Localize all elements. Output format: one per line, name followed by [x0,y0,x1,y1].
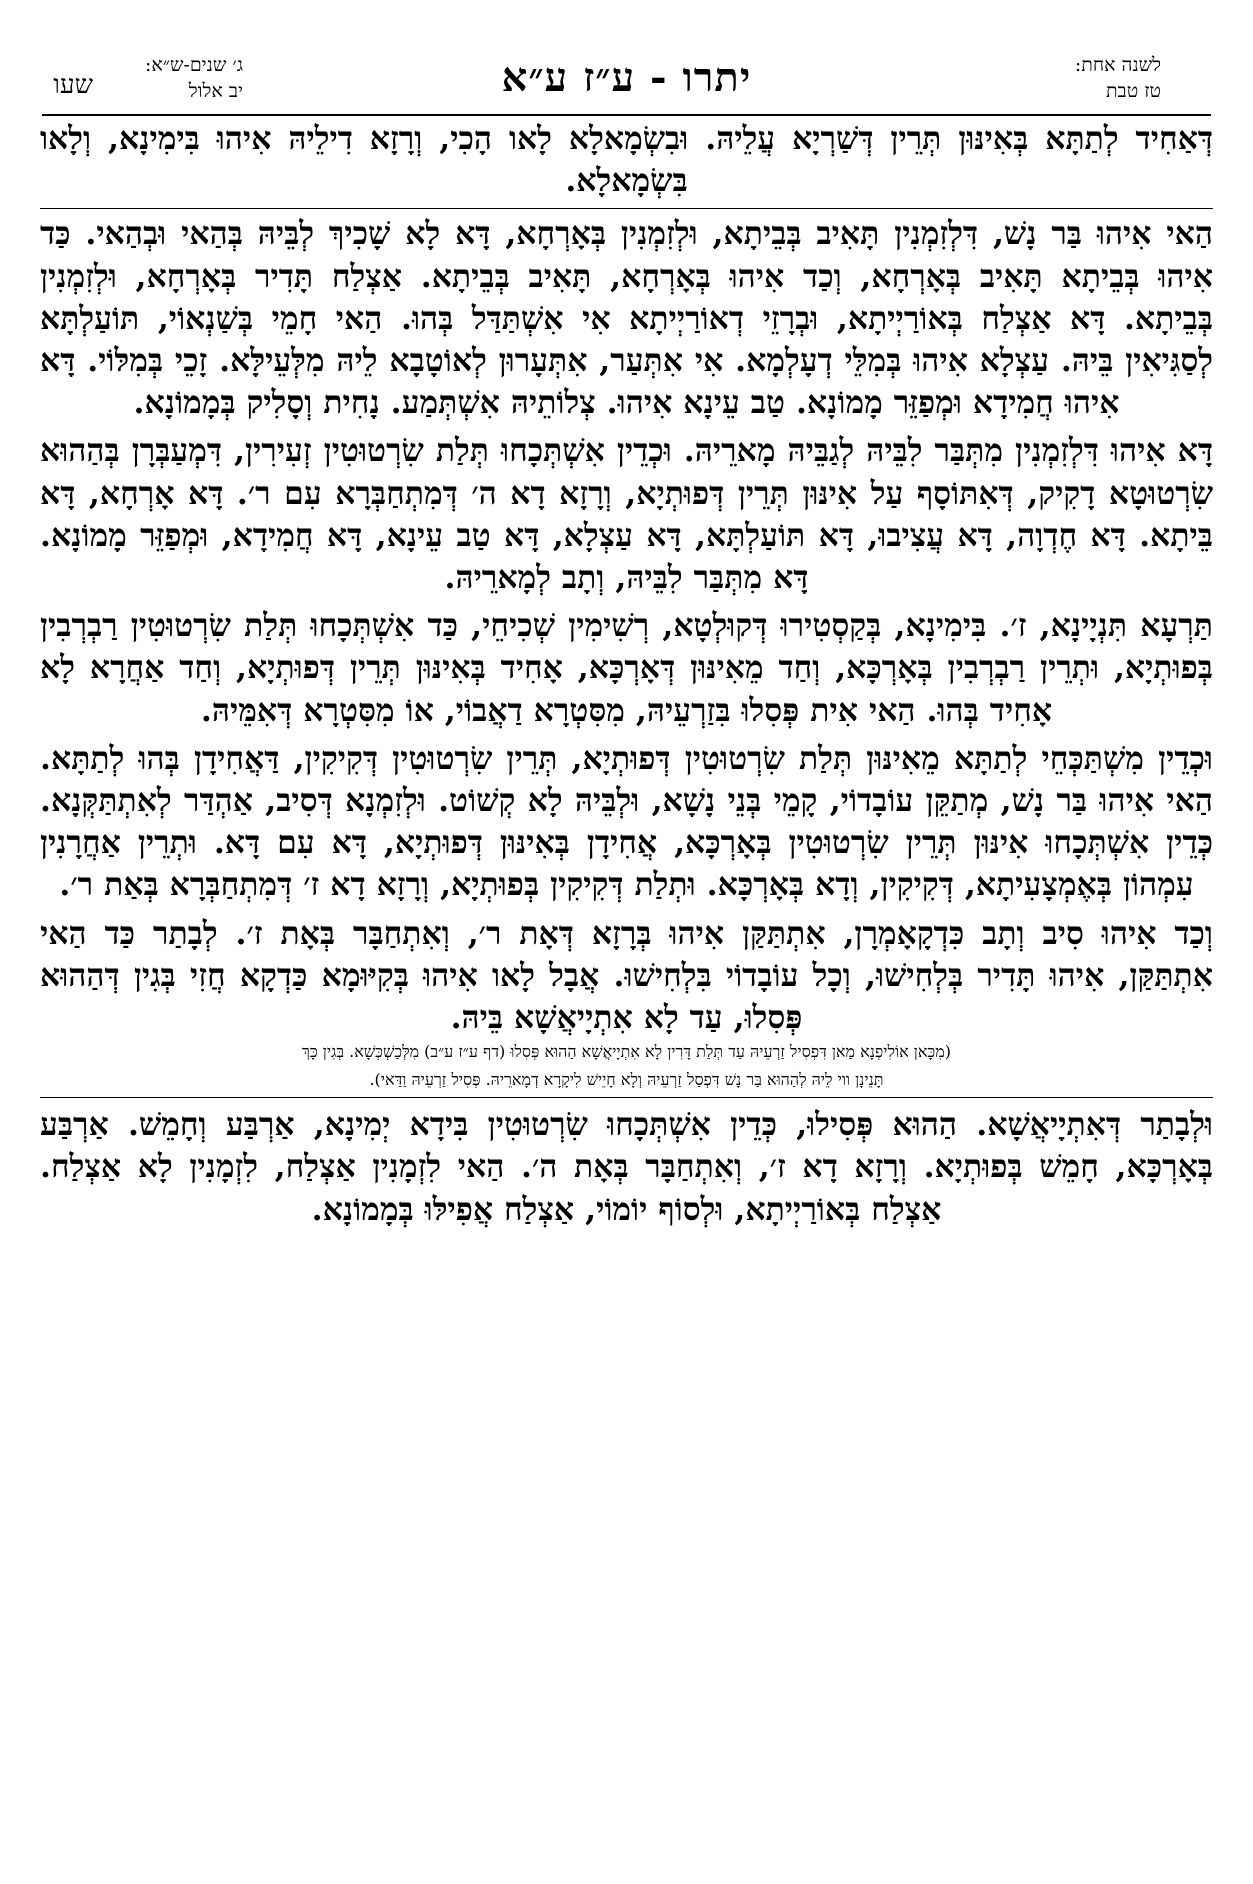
footnote: תָּנֵינָן ווי לֵיהּ לְהַהוּא בַּר נָשׁ דִּפְסַל זַרְעֵיהּ וְלָא חָיֵישׁ לִיקָרָא דְמָארֵיהּ. פְּסִיל זַרְעֵיהּ וַדַּאי). [369,1070,884,1090]
paragraph-5: וּכְדֵין מִשְׁתַּכְּחֵי לְתַתָּא מֵאִינּוּן תְּלַת שִׂרְטוּטִין דְּפוּתְיָא, תְּרֵין שִׂרְטוּטִין דְּקִיקִין, דַּאֲחִידָן בְּהוּ לְתַתָּא. הַאי אִיהוּ בַּר נָשׁ, מְתַקֵּן עוֹבָדוֹי, קָמֵי בְּנֵי נָשָׁא, וּלְבֵּיהּ לָא קְשׁוֹט. וּלְזִמְנָא דְּסִיב, אַהְדַּר לְאִתְתַּקְּנָא. כְּדֵין אִשְׁתְּכָחוּ אִינּוּן תְּרֵין שִׂרְטוּטִין בְּאָרְכָּא, אֲחִידָן בְּאִינּוּן דְּפוּתְיָא, דָּא עִם דָּא. וּתְרֵין אַחֲרָנִין עִמְהוֹן בְּאֶמְצָעִיתָא, דְּקִיקִין, וְדָא בְּאָרְכָּא. וּתְלַת דְּקִיקִין בְּפוּתְיָא, וְרָזָא דָא ז׳ דְּמִתְחַבְּרָא בְּאַת ר׳. [40,739,1213,904]
main-text [40,118,1213,1237]
paragraph-6: וְכַד אִיהוּ סִיב וְתָב כִּדְקָאָמְרָן, אִתְתַּקַּן אִיהוּ בְּרָזָא דְּאָת ר׳, וְאִתְחַבָּר בְּאָת ז׳. לְבָתַר כַּד הַאי אִתְתַּקַּן, אִיהוּ תָּדִיר בְּלְחִישׁוּ, וְכָל עוֹבָדוֹי בִּלְחִישׁוּ. אֲבָל לָאו אִיהוּ בְּקִיּוּמָא כַּדְקָא חֲזִי בְּגִין דְּהַהוּא פְּסִלוּ, עַד לָא אִתְיָיאֲשָׁא בֵּיהּ. [40,914,1213,1037]
header-left [103,52,243,112]
section-divider [40,208,1213,209]
paragraph-3: דָּא אִיהוּ דִּלְזִמְנִין מִתְּבַּר לִבֵּיהּ לְגַבֵּיהּ מָארֵיהּ. וּכְדֵין אִשְׁתְּכָחוּ תְּלַת שִׂרְטוּטִין זְעִירִין, דִּמְעַבְּרָן בְּהַהוּא שִׂרְטוּטָא דָקִיק, דְּאִתּוֹסָף עַל אִינּוּן תְּרֵין דְּפוּתְיָא, וְרָזָא דָא ה׳ דְּמִתְחַבְּרָא עִם ר׳. דָּא אָרְחָא, דָּא בֵּיתָא. דָּא חֶדְוָה, דָּא עֲצִיבוּ, דָּא תּוֹעַלְתָּא, דָּא עַצְלָא, דָּא טַב עֵינָא, דָּא חֲמִידָא, וּמְפַזֵּר מָמוֹנָא. דָּא מִתְּבַּר לִבֵּיהּ, וְתָב לְמָארֵיהּ. [40,432,1213,597]
inline-note: (מִכָּאן אוֹלִיפְנָא מַאן דִּפְסִיל זַרְעֵיהּ עַד תְּלַת דָּרִין לָא אִתְיָיאֲשָׁא הַהוּא פְּסִלוּ (דף ע״ז ע״ב) מִלְּכַשְׁכְּשָׁא. בְּגִין כָּךְ [302,1042,951,1062]
header-rule [42,114,1211,116]
header-right-top: לשנה אחת: [1074,54,1161,76]
paragraph-4: תַּרְעָא תִּנְיָינָא, ז׳. בִּימִינָא, בְּקַסְטִירוּ דְּקוּלְטָא, רְשִׁימִין שְׁכִיחֵי, כַּד אִשְׁתְּכָחוּ תְּלַת שִׂרְטוּטִין רַבְרְבִין בְּפוּתְיָא, וּתְרֵין רַבְרְבִין בְּאָרְכָּא, וְחַד מֵאִינּוּן דְּאָרְכָּא, אָחִיד בְּאִינּוּן תְּרֵין דְּפוּתְיָא, וְחַד אַחֲרָא לָא אָחִיד בְּהוּ. הַאי אִית פְּסִלוּ בִּזַרְעֵיהּ, מִסִּטְרָא דַאֲבוֹי, אוֹ מִסִּטְרָא דְּאִמֵּיהּ. [40,607,1213,729]
page-title: יתרו - ע״ז ע״א [501,54,752,101]
page-number: שעו [53,70,93,100]
final-paragraph: וּלְבָתַר דְּאִתְיָיאֲשָׁא. הַהוּא פְּסִילוּ, כְּדֵין אִשְׁתְּכָחוּ שִׂרְטוּטִין בִּידָא יְמִינָא, אַרְבַּע וְחָמֵשׁ. אַרְבַּע בְּאָרְכָּא, חָמֵשׁ בְּפוּתְיָא. וְרָזָא דָא ז׳, וְאִתְחַבָּר בְּאָת ה׳. הַאי לִזְמָנִין אַצְלַח, לִזְמָנִין לָא אַצְלַח. אַצְלַח בְּאוֹרַיְיתָא, וּלְסוֹף יוֹמוֹי, אַצְלַח אֲפִילּוּ בְּמָמוֹנָא. [40,1106,1213,1228]
header-left-bottom: יב אלול [188,80,243,102]
header-left-top: ג׳ שנים-ש״א: [144,54,243,76]
paragraph-2: הַאי אִיהוּ בַּר נָשׁ, דִּלְזִמְנִין תָּאִיב בְּבֵיתָא, וּלְזִמְנִין בְּאָרְחָא, דָּא לָא שָׁכִיךְ לְבֵּיהּ בְּהַאי וּבְהַאי. כַּד אִיהוּ בְּבֵיתָא תָּאִיב בְּאָרְחָא, וְכַד אִיהוּ בְּאָרְחָא, תָּאִיב בְּבֵיתָא. אַצְלַח תָּדִיר בְּאָרְחָא, וּלְזִמְנִין בְּבֵיתָא. דָּא אַצְלַח בְּאוֹרַיְיתָא, וּבְרָזֵי דְאוֹרַיְיתָא אִי אִשְׁתַּדַּל בְּהוּ. הַאי חָמֵי בְּשַׁנְאוֹי, תּוֹעַלְתָּא לְסַגִּיאִין בֵּיהּ. עַצְלָא אִיהוּ בְּמִלֵּי דְעָלְמָא. אִי אִתְּעַר, אִתְּעָרוּן לְאוֹטָבָא לֵיהּ מִלְּעֵילָּא. זָכֵי בְּמִלּוֹי. דָּא אִיהוּ חֲמִידָא וּמְפַזֵּר מָמוֹנָא. טַב עֵינָא אִיהוּ. צְלוֹתֵיהּ אִשְׁתְּמַע. נָחִית וְסָלִיק בְּמָמוֹנָא. [40,215,1213,422]
footnote-divider [40,1097,1213,1098]
header-right-bottom: טז טבת [1105,80,1161,102]
paragraph-1: דְּאַחִיד לְתַתָּא בְּאִינּוּן תְּרֵין דְּשַׁרְיָא עֲלֵיהּ. וּבִשְׂמָאלָא לָאו הָכִי, וְרָזָא דִילֵיהּ אִיהוּ בִּימִינָא, וְלָאו בִּשְׂמָאלָא. [40,120,1213,200]
